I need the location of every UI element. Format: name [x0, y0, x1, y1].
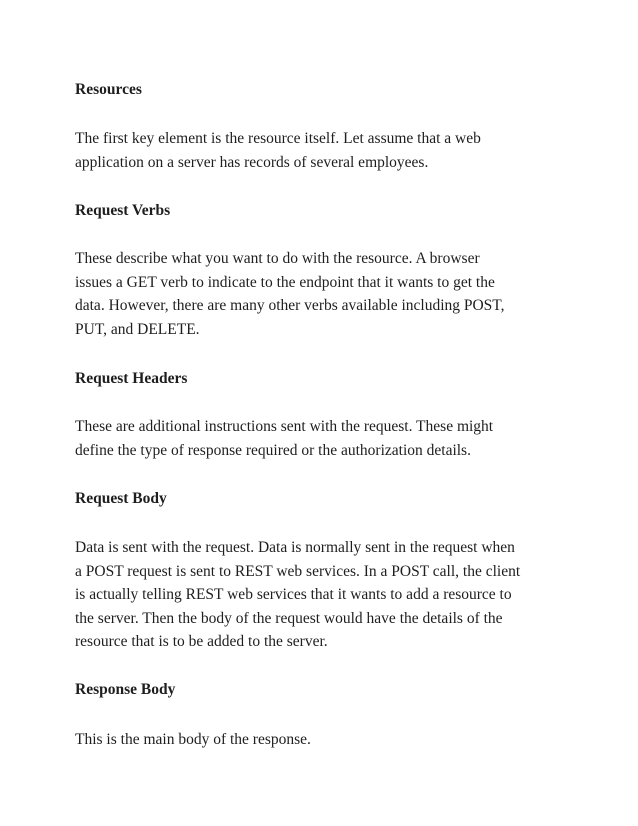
- paragraph-line: the server. Then the body of the request would have the details of the: [75, 609, 503, 627]
- section-paragraph-request-body: [75, 536, 575, 654]
- section-heading-response-body: Response Body: [75, 681, 176, 698]
- section-heading-request-headers: Request Headers: [75, 370, 188, 387]
- section-heading-request-verbs: Request Verbs: [75, 202, 171, 219]
- section-paragraph-resources: [75, 127, 575, 174]
- paragraph-line: a POST request is sent to REST web services. In a POST call, the client: [75, 562, 521, 580]
- paragraph-line: is actually telling REST web services that it wants to add a resource to: [75, 586, 512, 604]
- section-heading-resources: Resources: [75, 81, 142, 98]
- paragraph-line: define the type of response required or the authorization details.: [75, 441, 471, 459]
- paragraph-line: Data is sent with the request. Data is normally sent in the request when: [75, 539, 515, 556]
- paragraph-line: This is the main body of the response.: [75, 731, 311, 748]
- section-heading-request-body: Request Body: [75, 490, 167, 507]
- paragraph-line: resource that is to be added to the server.: [75, 633, 328, 651]
- paragraph-line: issues a GET verb to indicate to the endpoint that it wants to get the: [75, 273, 495, 291]
- paragraph-line: These are additional instructions sent with the request. These might: [75, 418, 494, 435]
- paragraph-line: application on a server has records of several employees.: [75, 153, 429, 171]
- paragraph-line: These describe what you want to do with the resource. A browser: [75, 250, 480, 267]
- paragraph-line: data. However, there are many other verbs available including POST,: [75, 297, 505, 315]
- paragraph-line: The first key element is the resource itself. Let assume that a web: [75, 130, 481, 147]
- paragraph-line: PUT, and DELETE.: [75, 320, 200, 338]
- section-paragraph-request-headers: [75, 415, 575, 462]
- section-paragraph-response-body: [75, 728, 575, 752]
- section-paragraph-request-verbs: [75, 247, 575, 341]
